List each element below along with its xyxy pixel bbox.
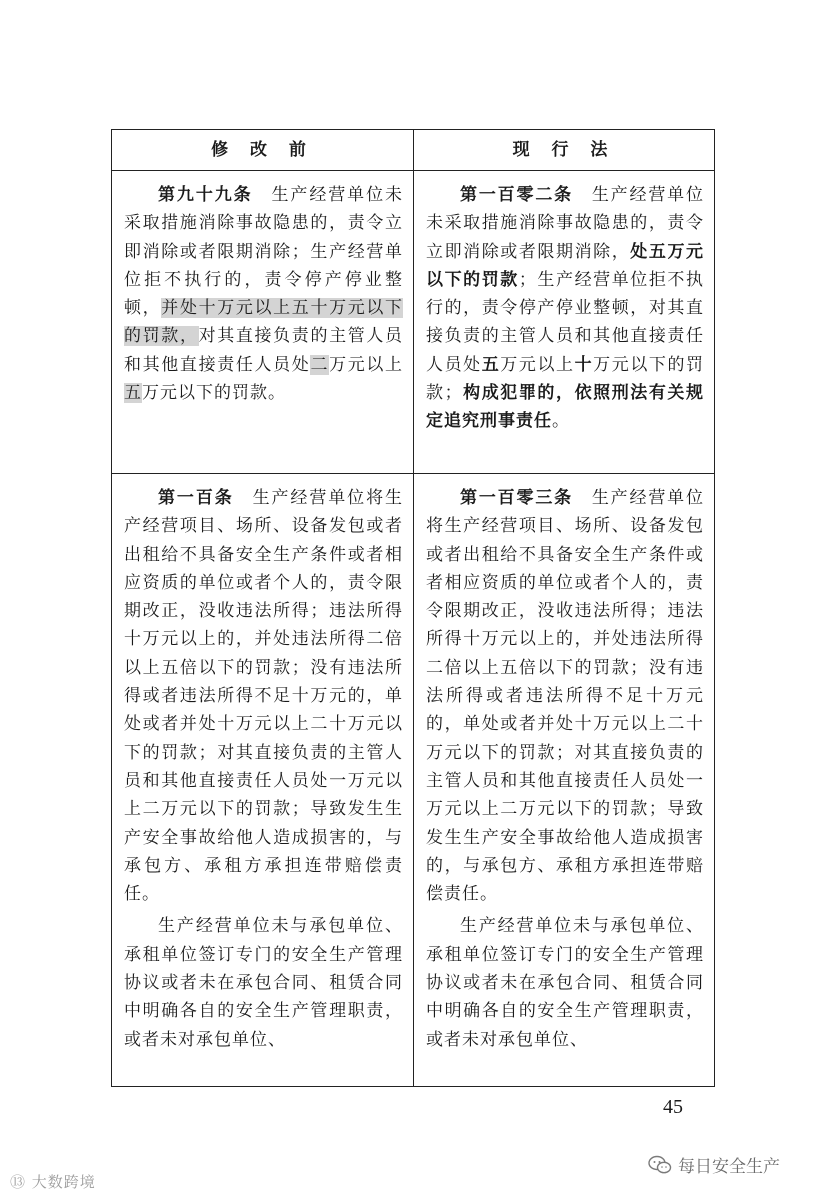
text: 。: [552, 411, 570, 432]
comparison-table: [111, 129, 715, 1087]
text: 万元以上: [329, 354, 404, 375]
watermark-left: [10, 1171, 96, 1192]
watermark-left-text: 大数跨境: [31, 1173, 96, 1191]
bold-text: 五: [481, 354, 501, 375]
header-current-law: 现 行 法: [512, 140, 616, 160]
text: 万元以上: [500, 354, 575, 375]
row2-current-paragraph-1: [426, 484, 704, 908]
watermark-right-text: 每日安全生产: [678, 1157, 780, 1177]
text: 生产经营单位将生产经营项目、场所、设备发包或者出租给不具备安全生产条件或者相应资质的单位或者个人的，责令限期改正，没收违法所得；违法所得十万元以上的，并处违法所得二倍以上五倍以下的罚款；没有违法所得或者违法所得不足十万元的，单处或者并处十万元以上二十万元以下的罚款；对其直接负责的主管人员和其他直接责任人员处一万元以上二万元以下的罚款；导致发生生产安全事故给他人造成损害的，与承包方、承租方承担连带赔偿责任。: [426, 488, 704, 905]
row2-before-paragraph-1: [124, 484, 403, 908]
row2-before-paragraph-2: 生产经营单位未与承包单位、承租单位签订专门的安全生产管理协议或者未在承包合同、租赁合同中明确各自的安全生产管理职责，或者未对承包单位、: [124, 916, 403, 1050]
page-number: 45: [663, 1096, 683, 1118]
watermark-logo-icon: ⑬: [10, 1173, 32, 1191]
text: 生产经营单位未采取措施消除事故隐患的，责令立即消除或者限期消除；生产经营单位拒不执行的，责令停产停业整顿，: [124, 185, 404, 319]
row1-current-paragraph: [426, 181, 704, 436]
row1-current-cell: [414, 171, 714, 473]
text: 生产经营单位将生产经营项目、场所、设备发包或者出租给不具备安全生产条件或者相应资质的单位或者个人的，责令限期改正，没收违法所得；违法所得十万元以上的，并处违法所得二倍以上五倍以下的罚款；没有违法所得或者违法所得不足十万元的，单处或者并处十万元以上二十万元以下的罚款；对其直接负责的主管人员和其他直接责任人员处一万元以上二万元以下的罚款；导致发生生产安全事故给他人造成损害的，与承包方、承租方承担连带赔偿责任。: [124, 488, 404, 905]
article-number: 第一百条: [158, 488, 234, 508]
text: ；生产经营单位拒不执行的，责令停产停业整顿，对其直接负责的主管人员和其他直接责任人员处: [426, 269, 705, 375]
header-before-revision: 修 改 前: [211, 140, 314, 160]
bold-text: 十: [574, 354, 594, 375]
highlighted-text: ，: [179, 326, 199, 347]
wechat-icon: [648, 1155, 672, 1175]
row1-before-cell: [112, 171, 413, 473]
row2-current-cell: [414, 474, 714, 1086]
bold-text: 构成犯罪的，依照刑法有关规定追究刑事责任: [426, 383, 705, 432]
watermark-right: [648, 1152, 780, 1177]
highlighted-text: 二: [310, 354, 330, 375]
text: 对其直接负责的主管人员和其他直接责任人员处: [124, 326, 404, 375]
bold-text: 处五万元以下的罚款: [426, 241, 705, 290]
article-number: 第一百零二条: [460, 185, 573, 205]
article-number: 第一百零三条: [460, 488, 573, 508]
highlighted-text: 五: [124, 383, 142, 404]
row2-before-cell: [112, 474, 413, 1086]
text: 生产经营单位未采取措施消除事故隐患的，责令立即消除或者限期消除，: [426, 185, 704, 262]
article-number: 第九十九条: [158, 185, 253, 205]
highlighted-text: 并处十万元以上五十万元以下的罚款: [124, 298, 404, 347]
row1-before-paragraph: [124, 181, 403, 407]
row2-current-paragraph-2: 生产经营单位未与承包单位、承租单位签订专门的安全生产管理协议或者未在承包合同、租赁合同中明确各自的安全生产管理职责，或者未对承包单位、: [426, 916, 704, 1050]
text: 万元以下的罚款。: [142, 383, 286, 404]
text: 万元以下的罚款；: [426, 354, 705, 404]
